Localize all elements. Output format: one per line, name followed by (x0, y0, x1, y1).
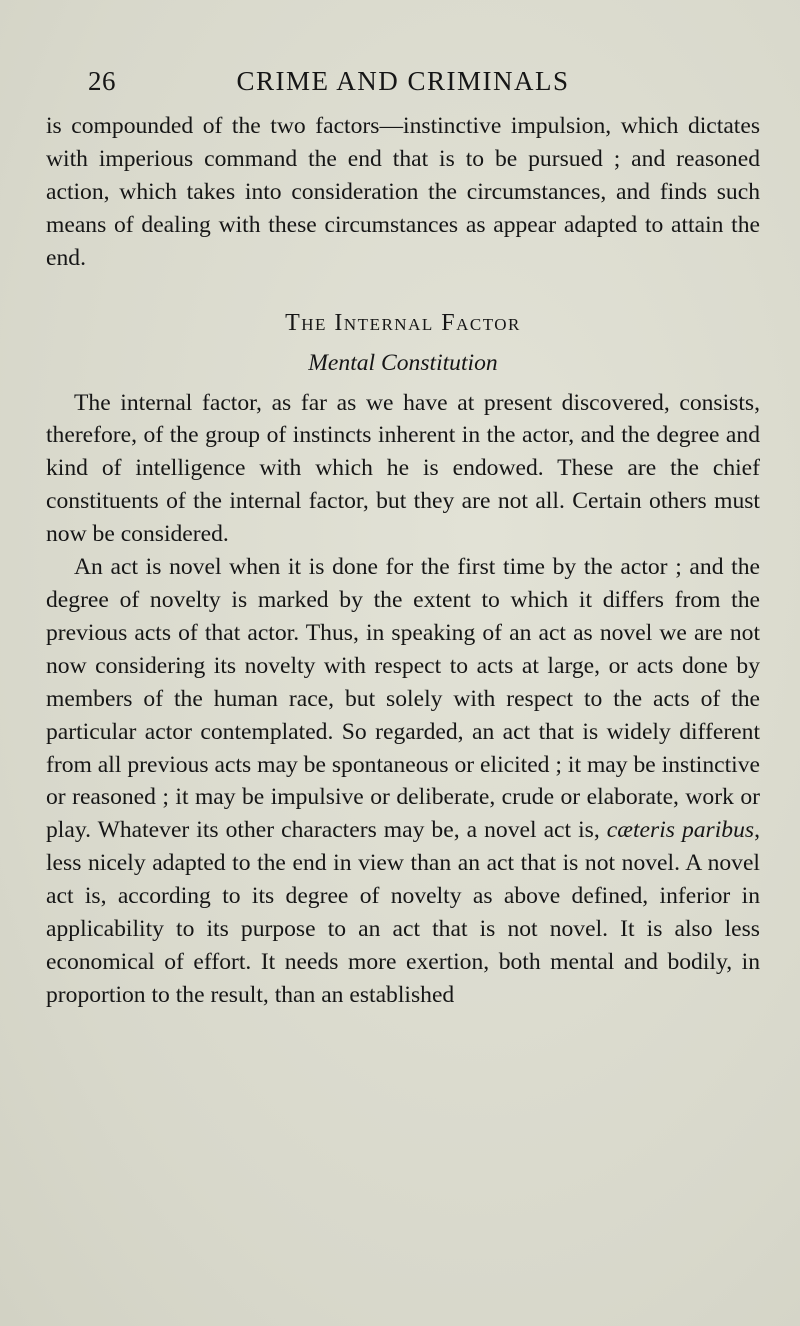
paragraph-novel-act (46, 551, 760, 1012)
section-heading: The Internal Factor (285, 309, 521, 336)
paragraph-continuation: is compounded of the two factors—instinctive impulsion, which dictates with imperious command the end that is to be pursued ; and reasoned action, which takes into consideration the circumstances, and finds such means of dealing with these circumstances as appear adapted to attain the end. (46, 113, 760, 271)
body-text (46, 110, 760, 1012)
paragraph-internal-factor: The internal factor, as far as we have at present discovered, consists, therefore, of the group of instincts inherent in the actor, and the degree and kind of intelligence with which he is endowed. These are the chief constituents of the internal factor, but they are not all. Certain others must now be considered. (46, 389, 760, 548)
page-number: 26 (88, 66, 116, 96)
running-head (46, 58, 760, 98)
paragraph-novel-act-text: An act is novel when it is done for the first time by the actor ; and the degree of novelty is marked by the extent to which it differs from the previous acts of that actor. Thus, in speaking of an act as novel we are not now considering its novelty with respect to acts at large, or acts done by members of the human race, but solely with respect to the acts of the particular actor contemplated. So regarded, an act that is widely different from all previous acts may be spontaneous or elicited ; it may be instinctive or reasoned ; it may be impulsive or deliberate, crude or elaborate, work or play. Whatever its other characters may be, a novel act is, (46, 554, 760, 844)
section-subheading: Mental Constitution (308, 349, 498, 376)
paragraph-novel-act-rest: , less nicely adapted to the end in view than an act that is not novel. A novel act is, according to its degree of novelty as above defined, inferior in applicability to its purpose to an act that is not novel. It is also less economical of effort. It needs more exertion, both mental and bodily, in proportion to the result, than an established (46, 817, 760, 1008)
running-title: CRIME AND CRIMINALS (236, 66, 570, 96)
latin-phrase: cæteris paribus (606, 817, 755, 844)
